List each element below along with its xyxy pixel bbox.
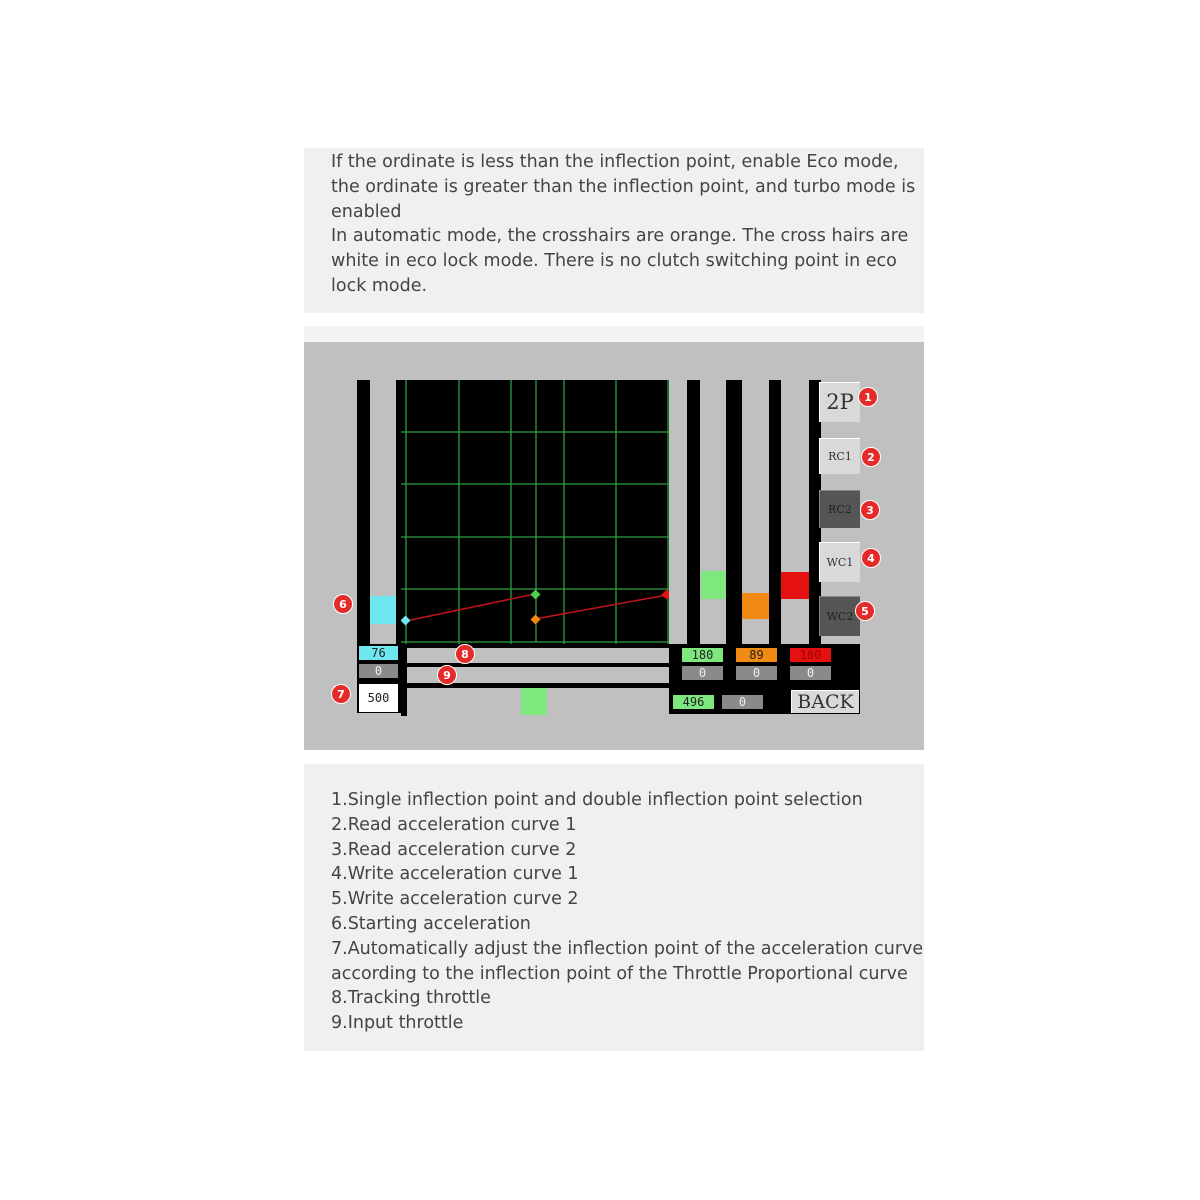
legend-line: 5.Write acceleration curve 2 bbox=[331, 889, 579, 910]
intro-line: In automatic mode, the crosshairs are orange. The cross hairs are bbox=[331, 226, 909, 247]
write-curve-1-button[interactable]: WC1 bbox=[819, 542, 860, 582]
inflection-point-1 bbox=[531, 590, 541, 600]
legend-line: 8.Tracking throttle bbox=[331, 988, 491, 1009]
read-curve-2-button[interactable]: RC2 bbox=[819, 490, 860, 528]
curve-grid[interactable] bbox=[401, 380, 669, 644]
green-bar-frame bbox=[687, 380, 700, 644]
green-value-field: 180 bbox=[682, 648, 723, 662]
start-accel-marker[interactable] bbox=[370, 596, 396, 624]
bottom-green-field: 496 bbox=[673, 695, 714, 709]
auto-adjust-field[interactable]: 500 bbox=[359, 684, 398, 712]
grid-lines bbox=[401, 380, 669, 644]
badge-5: 5 bbox=[855, 601, 875, 621]
intro-line: white in eco lock mode. There is no clutch switching point in eco bbox=[331, 251, 897, 272]
track-bar-top bbox=[407, 644, 669, 648]
read-curve-1-button[interactable]: RC1 bbox=[819, 438, 860, 474]
two-point-button[interactable]: 2P bbox=[819, 382, 860, 422]
intro-line: lock mode. bbox=[331, 275, 428, 296]
legend-line: 1.Single inflection point and double inflection point selection bbox=[331, 790, 863, 810]
intro-line: the ordinate is greater than the inflection point, and turbo mode is bbox=[331, 176, 916, 197]
red-marker[interactable] bbox=[781, 572, 809, 599]
start-accel-field[interactable]: 76 bbox=[359, 646, 398, 660]
orange-marker[interactable] bbox=[742, 593, 769, 619]
intro-line: enabled bbox=[331, 201, 402, 222]
legend-line: 2.Read acceleration curve 1 bbox=[331, 814, 577, 835]
badge-6: 6 bbox=[333, 594, 353, 614]
intro-text bbox=[304, 148, 924, 313]
red-value-field: 180 bbox=[790, 648, 831, 662]
orange-bar-frame bbox=[726, 380, 742, 644]
red-sub-field: 0 bbox=[790, 666, 831, 680]
legend-line: according to the inflection point of the Throttle Proportional curve bbox=[331, 963, 908, 984]
badge-8: 8 bbox=[455, 644, 475, 664]
input-throttle-marker[interactable] bbox=[521, 688, 547, 715]
bottom-gray-field: 0 bbox=[722, 695, 763, 709]
legend-line: 4.Write acceleration curve 1 bbox=[331, 864, 579, 885]
curve-1 bbox=[406, 594, 535, 621]
badge-2: 2 bbox=[861, 447, 881, 467]
badge-9: 9 bbox=[437, 665, 457, 685]
badge-4: 4 bbox=[861, 548, 881, 568]
curve-2 bbox=[535, 595, 667, 619]
badge-3: 3 bbox=[860, 500, 880, 520]
end-point bbox=[662, 590, 669, 600]
red-bar-frame bbox=[769, 380, 781, 644]
badge-1: 1 bbox=[858, 387, 878, 407]
inflection-point-2 bbox=[531, 615, 541, 625]
curve-grid-frame bbox=[401, 380, 669, 644]
green-marker[interactable] bbox=[701, 571, 726, 599]
write-curve-2-button[interactable]: WC2 bbox=[819, 596, 860, 636]
legend-text bbox=[304, 764, 924, 1051]
device-screen bbox=[304, 342, 924, 750]
badge-7: 7 bbox=[331, 684, 351, 704]
intro-line: If the ordinate is less than the inflection point, enable Eco mode, bbox=[331, 152, 899, 172]
legend-line: 7.Automatically adjust the inflection point of the acceleration curve bbox=[331, 938, 924, 959]
back-button[interactable]: BACK bbox=[791, 690, 859, 713]
orange-sub-field: 0 bbox=[736, 666, 777, 680]
legend-line: 6.Starting acceleration bbox=[331, 913, 531, 934]
legend-line: 3.Read acceleration curve 2 bbox=[331, 839, 577, 860]
start-point bbox=[401, 616, 410, 626]
green-sub-field: 0 bbox=[682, 666, 723, 680]
divider bbox=[304, 326, 924, 342]
start-accel-sub-field: 0 bbox=[359, 664, 398, 678]
throttle-bar-left-edge bbox=[401, 644, 407, 716]
orange-value-field: 89 bbox=[736, 648, 777, 662]
legend-line: 9.Input throttle bbox=[331, 1013, 464, 1034]
